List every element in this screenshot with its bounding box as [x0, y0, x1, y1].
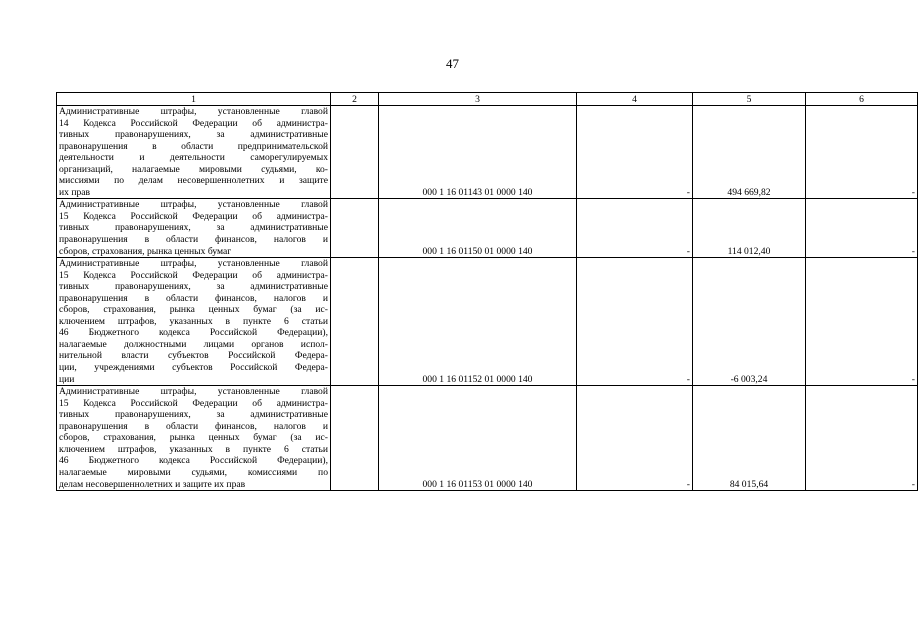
column-6-cell: - — [806, 258, 918, 386]
table-row — [57, 386, 918, 491]
description-line: 46 Бюджетного кодекса Российской Федерации), — [59, 455, 328, 467]
amount-cell: 84 015,64 — [693, 386, 806, 491]
table-row — [57, 258, 918, 386]
description-line: налагаемые мировыми судьями, комиссиями по — [59, 466, 328, 478]
description-line: деятельности и деятельности саморегулируемых — [59, 152, 328, 164]
description-line: 15 Кодекса Российской Федерации об администра- — [59, 269, 328, 281]
description-cell — [57, 199, 331, 258]
description-cell — [57, 386, 331, 491]
description-line: ции, учреждениями субъектов Российской Федера- — [59, 362, 328, 374]
column-4-cell: - — [577, 258, 693, 386]
column-4-cell: - — [577, 106, 693, 199]
description-line: 14 Кодекса Российской Федерации об администра- — [59, 117, 328, 129]
budget-code-cell: 000 1 16 01152 01 0000 140 — [379, 258, 577, 386]
description-line: ции — [59, 373, 75, 385]
column-2-cell — [331, 106, 379, 199]
description-line: нительной власти субъектов Российской Федера- — [59, 350, 328, 362]
description-line: правонарушения в области финансов, налогов и — [59, 234, 328, 246]
page-number: 47 — [446, 56, 459, 71]
column-4-cell: - — [577, 386, 693, 491]
description-line: сборов, страхования, рынка ценных бумаг (за ис- — [59, 304, 328, 316]
table-body — [57, 93, 918, 491]
amount-cell: 114 012,40 — [693, 199, 806, 258]
budget-code-cell: 000 1 16 01143 01 0000 140 — [379, 106, 577, 199]
description-cell — [57, 106, 331, 199]
description-line: Административные штрафы, установленные главой — [59, 106, 328, 117]
amount-cell: -6 003,24 — [693, 258, 806, 386]
column-6-cell: - — [806, 199, 918, 258]
description-line: их прав — [59, 186, 91, 198]
column-6-cell: - — [806, 106, 918, 199]
budget-code-cell: 000 1 16 01150 01 0000 140 — [379, 199, 577, 258]
description-line: 15 Кодекса Российской Федерации об администра- — [59, 210, 328, 222]
column-6-cell: - — [806, 386, 918, 491]
column-2-cell — [331, 386, 379, 491]
description-cell — [57, 258, 331, 386]
budget-table — [56, 92, 918, 491]
description-line: Административные штрафы, установленные главой — [59, 258, 328, 270]
description-line: миссиями по делам несовершеннолетних и защите — [59, 175, 328, 187]
column-2-cell — [331, 258, 379, 386]
column-4-cell: - — [577, 199, 693, 258]
column-header-6: 6 — [806, 93, 918, 106]
column-header-2: 2 — [331, 93, 379, 106]
column-header-3: 3 — [379, 93, 577, 106]
table-header-row — [57, 93, 918, 106]
description-line: тивных правонарушениях, за административные — [59, 281, 328, 293]
amount-cell: 494 669,82 — [693, 106, 806, 199]
column-header-4: 4 — [577, 93, 693, 106]
description-line: тивных правонарушениях, за административные — [59, 222, 328, 234]
description-line: ключением штрафов, указанных в пункте 6 статьи — [59, 315, 328, 327]
description-line: тивных правонарушениях, за административные — [59, 409, 328, 421]
description-line: делам несовершеннолетних и защите их прав — [59, 478, 246, 490]
description-line: сборов, страхования, рынка ценных бумаг — [59, 245, 232, 257]
description-line: тивных правонарушениях, за административные — [59, 129, 328, 141]
table-row — [57, 106, 918, 199]
description-line: правонарушения в области предпринимательской — [59, 140, 328, 152]
description-line: Административные штрафы, установленные главой — [59, 386, 328, 398]
column-header-5: 5 — [693, 93, 806, 106]
budget-code-cell: 000 1 16 01153 01 0000 140 — [379, 386, 577, 491]
description-line: Административные штрафы, установленные главой — [59, 199, 328, 211]
description-line: сборов, страхования, рынка ценных бумаг (за ис- — [59, 432, 328, 444]
description-line: 46 Бюджетного кодекса Российской Федерации), — [59, 327, 328, 339]
column-2-cell — [331, 199, 379, 258]
description-line: организаций, налагаемые мировыми судьями, ко- — [59, 163, 328, 175]
description-line: правонарушения в области финансов, налогов и — [59, 420, 328, 432]
description-line: правонарушения в области финансов, налогов и — [59, 292, 328, 304]
description-line: налагаемые должностными лицами органов испол- — [59, 338, 328, 350]
column-header-1: 1 — [57, 93, 331, 106]
description-line: ключением штрафов, указанных в пункте 6 статьи — [59, 443, 328, 455]
description-line: 15 Кодекса Российской Федерации об администра- — [59, 397, 328, 409]
table-row — [57, 199, 918, 258]
